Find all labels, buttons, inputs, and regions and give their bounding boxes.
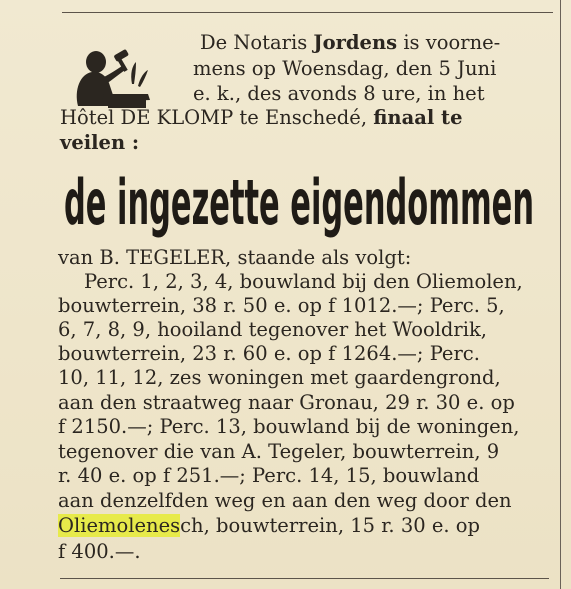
- body-line: 6, 7, 8, 9, hooiland tegenover het Wooldrik,: [58, 318, 487, 341]
- column-rule: [560, 0, 561, 589]
- body-line: r. 40 e. op f 251.—; Perc. 14, 15, bouwland: [58, 464, 480, 487]
- highlighted-term: Oliemolenes: [58, 514, 181, 537]
- subheading: van B. TEGELER, staande als volgt:: [58, 246, 412, 269]
- body-line: Oliemolenesch, bouwterrein, 15 r. 30 e. op: [58, 514, 480, 537]
- top-rule: [62, 12, 553, 13]
- intro-line-2: mens op Woensdag, den 5 Juni: [193, 57, 497, 80]
- intro-line-3: e. k., des avonds 8 ure, in het: [193, 82, 485, 105]
- body-line: aan denzelfden weg en aan den weg door den: [58, 489, 512, 512]
- intro-line-4: Hôtel DE KLOMP te Enschedé, finaal te: [60, 106, 463, 129]
- bottom-rule: [60, 578, 549, 579]
- body-line: f 400.—.: [58, 540, 141, 563]
- body-line: aan den straatweg naar Gronau, 29 r. 30 e. op: [58, 391, 515, 414]
- body-line: bouwterrein, 23 r. 60 e. op f 1264.—; Perc.: [58, 342, 480, 365]
- body-line: Perc. 1, 2, 3, 4, bouwland bij den Oliemolen,: [84, 270, 523, 293]
- body-line: 10, 11, 12, zes woningen met gaardengrond,: [58, 366, 501, 389]
- body-line: tegenover die van A. Tegeler, bouwterrein, 9: [58, 440, 500, 463]
- body-line: f 2150.—; Perc. 13, bouwland bij de woningen,: [58, 415, 520, 438]
- intro-line-5: veilen :: [60, 131, 140, 154]
- auctioneer-with-gavel-icon: [58, 44, 152, 112]
- intro-line-1: De Notaris Jordens is voorne-: [200, 31, 501, 54]
- headline: [64, 166, 539, 238]
- svg-text:de ingezette eigendommen: de ingezette eigendommen: [64, 166, 534, 238]
- body-line: bouwterrein, 38 r. 50 e. op f 1012.—; Perc. 5,: [58, 294, 505, 317]
